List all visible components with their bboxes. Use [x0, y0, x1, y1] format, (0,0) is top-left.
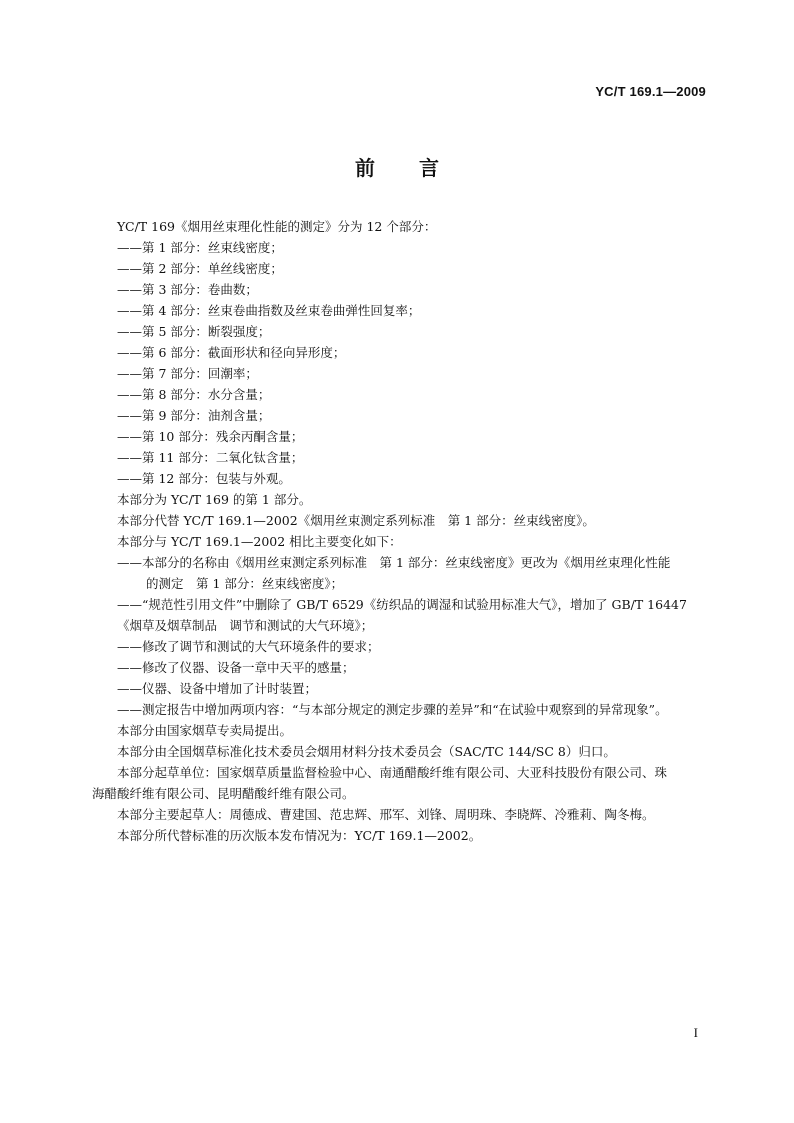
paragraph-history: 本部分所代替标准的历次版本发布情况为：YC/T 169.1—2002。: [117, 828, 482, 843]
change-item-report: ——测定报告中增加两项内容：“与本部分规定的测定步骤的差异”和“在试验中观察到的异常现象”。: [117, 702, 668, 717]
list-item-part-10: ——第 10 部分：残余丙酮含量；: [117, 429, 304, 444]
standard-code: YC/T 169.1—2009: [595, 84, 706, 99]
change-item-references: ——“规范性引用文件”中删除了 GB/T 6529《纺织品的调湿和试验用标准大气》，增加了 GB/T 16447: [117, 597, 687, 612]
list-item-part-4: ——第 4 部分：丝束卷曲指数及丝束卷曲弹性回复率；: [117, 303, 421, 318]
change-item-name-cont: 的测定 第 1 部分：丝束线密度》；: [146, 576, 344, 591]
list-item-part-9: ——第 9 部分：油剂含量；: [117, 408, 271, 423]
paragraph-changes-intro: 本部分与 YC/T 169.1—2002 相比主要变化如下：: [117, 534, 402, 549]
paragraph-proposed-by: 本部分由国家烟草专卖局提出。: [117, 723, 293, 738]
paragraph-drafting-units-cont: 海醋酸纤维有限公司、昆明醋酸纤维有限公司。: [92, 786, 355, 801]
list-item-part-12: ——第 12 部分：包装与外观。: [117, 471, 291, 486]
list-item-part-2: ——第 2 部分：单丝线密度；: [117, 261, 283, 276]
list-item-part-11: ——第 11 部分：二氧化钛含量；: [117, 450, 304, 465]
list-item-part-8: ——第 8 部分：水分含量；: [117, 387, 271, 402]
paragraph-centralized: 本部分由全国烟草标准化技术委员会烟用材料分技术委员会（SAC/TC 144/SC 8）归口。: [117, 744, 616, 759]
foreword-body: [92, 216, 708, 846]
list-item-part-6: ——第 6 部分：截面形状和径向异形度；: [117, 345, 346, 360]
change-item-atmosphere: ——修改了调节和测试的大气环境条件的要求；: [117, 639, 380, 654]
paragraph-intro: YC/T 169《烟用丝束理化性能的测定》分为 12 个部分：: [117, 219, 437, 234]
change-item-balance: ——修改了仪器、设备一章中天平的感量；: [117, 660, 355, 675]
paragraph-drafting-units: 本部分起草单位：国家烟草质量监督检验中心、南通醋酸纤维有限公司、大亚科技股份有限公司、珠: [117, 765, 668, 780]
change-item-timer: ——仪器、设备中增加了计时装置；: [117, 681, 318, 696]
list-item-part-3: ——第 3 部分：卷曲数；: [117, 282, 258, 297]
paragraph-part-statement: 本部分为 YC/T 169 的第 1 部分。: [117, 492, 312, 507]
list-item-part-5: ——第 5 部分：断裂强度；: [117, 324, 271, 339]
page-number: I: [693, 1025, 698, 1040]
paragraph-drafters: 本部分主要起草人：周德成、曹建国、范忠辉、邢军、刘锋、周明珠、李晓辉、冷雅莉、陶冬梅。: [117, 807, 655, 822]
list-item-part-1: ——第 1 部分：丝束线密度；: [117, 240, 283, 255]
change-item-name: ——本部分的名称由《烟用丝束测定系列标准 第 1 部分：丝束线密度》更改为《烟用丝束理化性能: [117, 555, 671, 570]
list-item-part-7: ——第 7 部分：回潮率；: [117, 366, 258, 381]
paragraph-replaces: 本部分代替 YC/T 169.1—2002《烟用丝束测定系列标准 第 1 部分：丝束线密度》。: [117, 513, 595, 528]
page-title: 前言: [355, 156, 483, 180]
change-item-references-cont: 《烟草及烟草制品 调节和测试的大气环境》；: [117, 618, 374, 633]
